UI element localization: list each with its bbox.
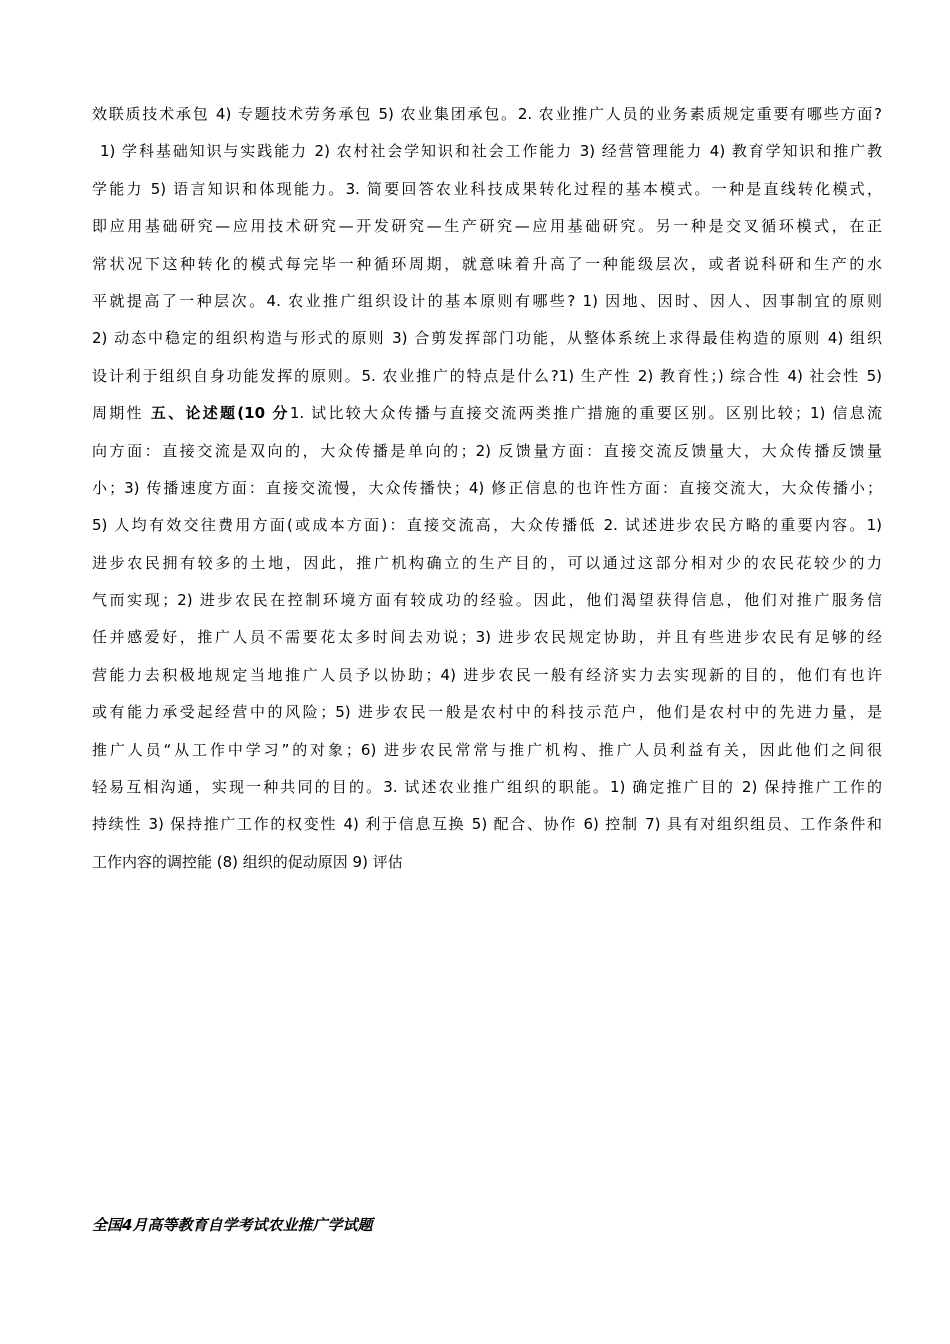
text-line-18: 推广人员“从工作中学习”的对象；6) 进步农民常常与推广机构、推广人员利益有关，因此他们之间很 bbox=[92, 740, 882, 759]
text-line-12: 5) 人均有效交往费用方面(或成本方面)：直接交流高，大众传播低 2. 试述进步农民方略的重要内容。1) bbox=[92, 516, 882, 535]
text-line-14: 气而实现；2) 进步农民在控制环境方面有较成功的经验。因此，他们渴望获得信息，他们对推广服务信 bbox=[92, 591, 882, 610]
text-line-2: 1) 学科基础知识与实践能力 2) 农村社会学知识和社会工作能力 3) 经营管理能力 4) 教育学知识和推广教 bbox=[100, 142, 882, 161]
section-five-title: 五、论述题(10 分 bbox=[150, 404, 290, 423]
line-9-suffix: 1. 试比较大众传播与直接交流两类推广措施的重要区别。区别比较；1) 信息流 bbox=[289, 404, 882, 423]
text-line-15: 任并感爱好，推广人员不需要花太多时间去劝说；3) 进步农民规定协助，并且有些进步农民有足够的经 bbox=[92, 628, 882, 647]
text-line-3: 学能力 5) 语言知识和体现能力。3. 简要回答农业科技成果转化过程的基本模式。一种是直线转化模式， bbox=[92, 179, 882, 198]
text-line-6: 平就提高了一种层次。4. 农业推广组织设计的基本原则有哪些? 1) 因地、因时、因人、因事制宜的原则 bbox=[92, 291, 882, 310]
line-9-prefix: 周期性 bbox=[92, 404, 151, 423]
text-line-10: 向方面：直接交流是双向的，大众传播是单向的；2) 反馈量方面：直接交流反馈量大，大众传播反馈量 bbox=[92, 441, 882, 460]
exam-title-heading: 全国4月高等教育自学考试农业推广学试题 bbox=[92, 1216, 373, 1234]
text-line-13: 进步农民拥有较多的土地，因此，推广机构确立的生产目的，可以通过这部分相对少的农民花较少的力 bbox=[92, 553, 882, 572]
text-line-21: 工作内容的调控能 (8) 组织的促动原因 9) 评估 bbox=[92, 852, 403, 871]
text-line-16: 营能力去积极地规定当地推广人员予以协助；4) 进步农民一般有经济实力去实现新的目的，他们有也许 bbox=[92, 665, 882, 684]
text-line-17: 或有能力承受起经营中的风险；5) 进步农民一般是农村中的科技示范户，他们是农村中的先进力量，是 bbox=[92, 703, 882, 722]
text-line-5: 常状况下这种转化的模式每完毕一种循环周期，就意味着升高了一种能级层次，或者说科研和生产的水 bbox=[92, 254, 882, 273]
text-line-20: 持续性 3) 保持推广工作的权变性 4) 利于信息互换 5) 配合、协作 6) 控制 7) 具有对组织组员、工作条件和 bbox=[92, 815, 882, 834]
document-body bbox=[92, 96, 882, 881]
text-line-11: 小；3) 传播速度方面：直接交流慢，大众传播快；4) 修正信息的也许性方面：直接交流大，大众传播小； bbox=[92, 478, 882, 497]
text-line-7: 2) 动态中稳定的组织构造与形式的原则 3) 合剪发挥部门功能，从整体系统上求得最佳构造的原则 4) 组织 bbox=[92, 329, 882, 348]
text-line-8: 设计利于组织自身功能发挥的原则。5. 农业推广的特点是什么?1) 生产性 2) 教育性；) 综合性 4) 社会性 5) bbox=[92, 366, 882, 385]
text-line-9 bbox=[92, 395, 882, 432]
text-line-4: 即应用基础研究—应用技术研究—开发研究—生产研究—应用基础研究。另一种是交叉循环模式，在正 bbox=[92, 217, 882, 236]
text-line-1: 效联质技术承包 4) 专题技术劳务承包 5) 农业集团承包。2. 农业推广人员的业务素质规定重要有哪些方面? bbox=[92, 105, 882, 123]
text-line-19: 轻易互相沟通，实现一种共同的目的。3. 试述农业推广组织的职能。1) 确定推广目的 2) 保持推广工作的 bbox=[92, 778, 882, 797]
